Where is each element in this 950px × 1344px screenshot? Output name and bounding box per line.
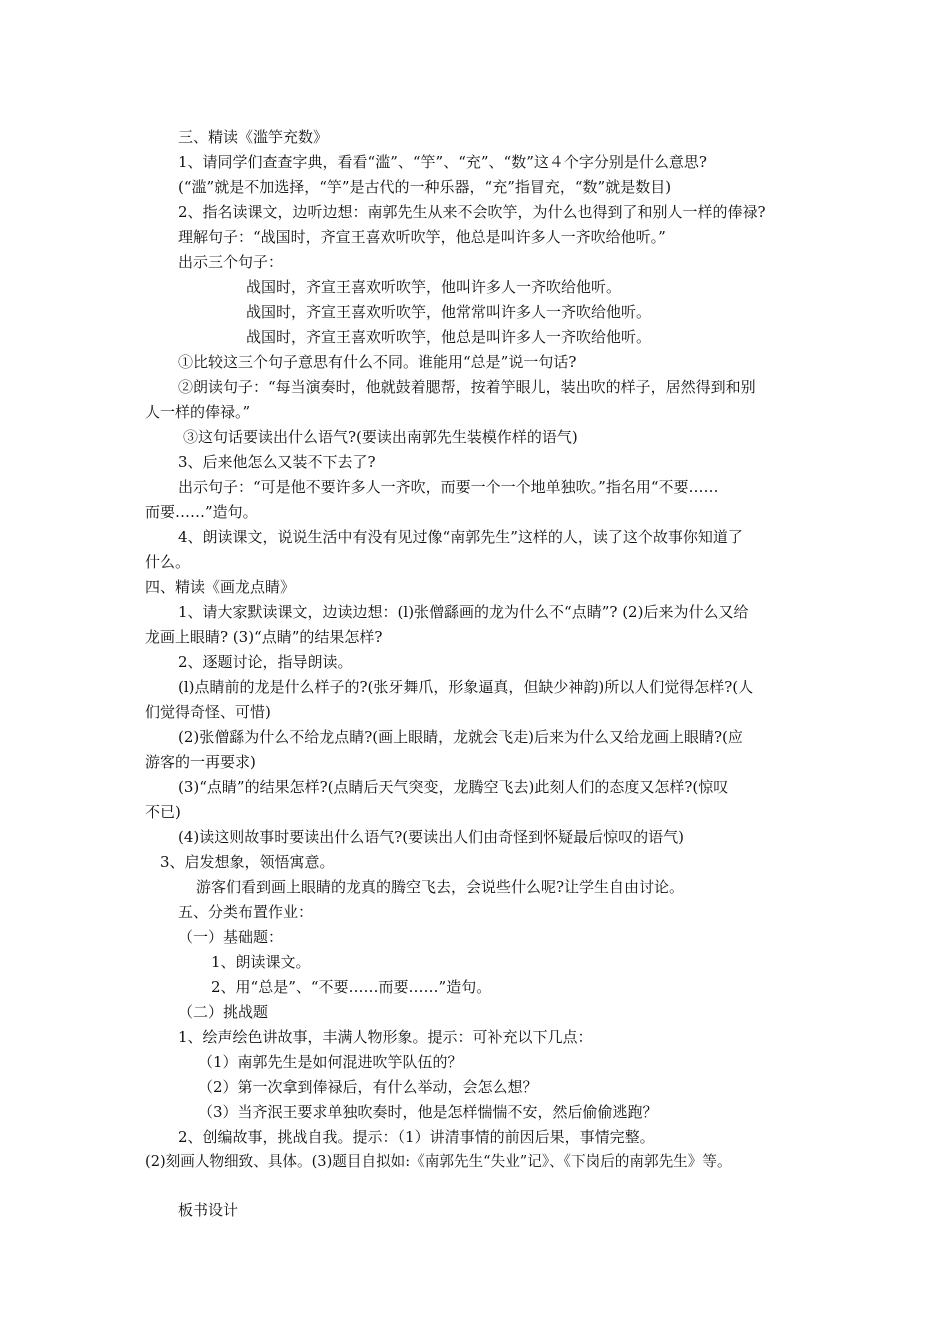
example-sentence: 战国时，齐宣王喜欢听吹竽，他总是叫许多人一齐吹给他听。	[246, 328, 652, 346]
paragraph-line: 2、逐题讨论，指导朗读。	[178, 653, 353, 671]
example-sentence: 战国时，齐宣王喜欢听吹竽，他常常叫许多人一齐吹给他听。	[246, 303, 652, 321]
paragraph-line: 1、请大家默读课文，边读边想：(l)张僧繇画的龙为什么不“点睛”? (2)后来为什么又给	[178, 603, 749, 621]
paragraph-line: 2、指名读课文，边听边想：南郭先生从来不会吹竽，为什么也得到了和别人一样的俸禄?	[178, 203, 766, 221]
paragraph-line: (2)刻画人物细致、具体。(3)题目自拟如:《南郭先生“失业”记》、《下岗后的南郭先生》等。	[145, 1153, 732, 1170]
paragraph-line: 游客的一再要求)	[145, 753, 256, 771]
section-heading: 五、分类布置作业：	[178, 903, 314, 921]
paragraph-line: 龙画上眼睛? (3)“点睛”的结果怎样?	[145, 628, 383, 646]
paragraph-line: 人一样的俸禄。”	[145, 403, 251, 421]
paragraph-line: 游客们看到画上眼睛的龙真的腾空飞去，会说些什么呢?让学生自由讨论。	[196, 878, 685, 896]
paragraph-line: ②朗读句子：“每当演奏时，他就鼓着腮帮，按着竽眼儿，装出吹的样子，居然得到和别	[178, 378, 756, 396]
section-heading: 三、精读《滥竽充数》	[178, 128, 329, 146]
paragraph-line: (4)读这则故事时要读出什么语气?(要读出人们由奇怪到怀疑最后惊叹的语气)	[178, 828, 684, 846]
paragraph-line: (l)点睛前的龙是什么样子的?(张牙舞爪，形象逼真，但缺少神韵)所以人们觉得怎样?(人	[178, 678, 754, 696]
paragraph-line: 什么。	[145, 553, 191, 571]
paragraph-line: 3、后来他怎么又装不下去了?	[178, 453, 376, 471]
example-sentence: 战国时，齐宣王喜欢听吹竽，他叫许多人一齐吹给他听。	[246, 278, 622, 296]
paragraph-line: 出示三个句子：	[178, 253, 284, 271]
paragraph-line: 而要……”造句。	[145, 503, 258, 521]
paragraph-line: 3、启发想象，领悟寓意。	[160, 853, 335, 871]
paragraph-line: (2)张僧繇为什么不给龙点睛?(画上眼睛，龙就会飞走)后来为什么又给龙画上眼睛?(应	[178, 728, 743, 746]
homework-item: 1、朗读课文。	[211, 953, 311, 971]
paragraph-line: 2、创编故事，挑战自我。提示：（1）讲清事情的前因后果，事情完整。	[178, 1128, 655, 1146]
paragraph-line: 不已)	[145, 803, 181, 821]
paragraph-line: 4、朗读课文，说说生活中有没有见过像“南郭先生”这样的人，读了这个故事你知道了	[178, 528, 743, 546]
paragraph-line: 出示句子：“可是他不要许多人一齐吹，而要一个一个地单独吹。”指名用“不要……	[178, 478, 719, 496]
board-design-heading: 板书设计	[178, 1201, 239, 1219]
section-heading: 四、精读《画龙点睛》	[145, 578, 296, 596]
homework-item: （1）南郭先生是如何混进吹竽队伍的？	[198, 1053, 463, 1071]
paragraph-line: 1、请同学们查查字典，看看“滥”、“竽”、“充”、“数”这４个字分别是什么意思?	[178, 153, 707, 171]
paragraph-line: (3)“点睛”的结果怎样?(点睛后天气突变，龙腾空飞去)此刻人们的态度又怎样?(惊叹	[178, 778, 729, 796]
paragraph-line: ①比较这三个句子意思有什么不同。谁能用“总是”说一句话?	[178, 353, 577, 371]
paragraph-line: ③这句话要读出什么语气?(要读出南郭先生装模作样的语气)	[183, 428, 578, 446]
paragraph-line: (“滥”就是不加选择，“竽”是古代的一种乐器，“充”指冒充，“数”就是数目)	[178, 178, 672, 196]
subsection-heading: （二）挑战题	[178, 1003, 269, 1021]
homework-item: （2）第一次拿到俸禄后，有什么举动，会怎么想？	[198, 1078, 538, 1096]
paragraph-line: 们觉得奇怪、可惜)	[145, 703, 271, 721]
paragraph-line: 1、绘声绘色讲故事，丰满人物形象。提示：可补充以下几点：	[178, 1028, 593, 1046]
homework-item: （3）当齐泯王要求单独吹奏时，他是怎样惴惴不安，然后偷偷逃跑？	[198, 1103, 658, 1121]
homework-item: 2、用“总是”、“不要……而要……”造句。	[211, 978, 492, 996]
subsection-heading: （一）基础题：	[178, 928, 284, 946]
paragraph-line: 理解句子：“战国时，齐宣王喜欢听吹竽，他总是叫许多人一齐吹给他听。”	[178, 228, 666, 246]
